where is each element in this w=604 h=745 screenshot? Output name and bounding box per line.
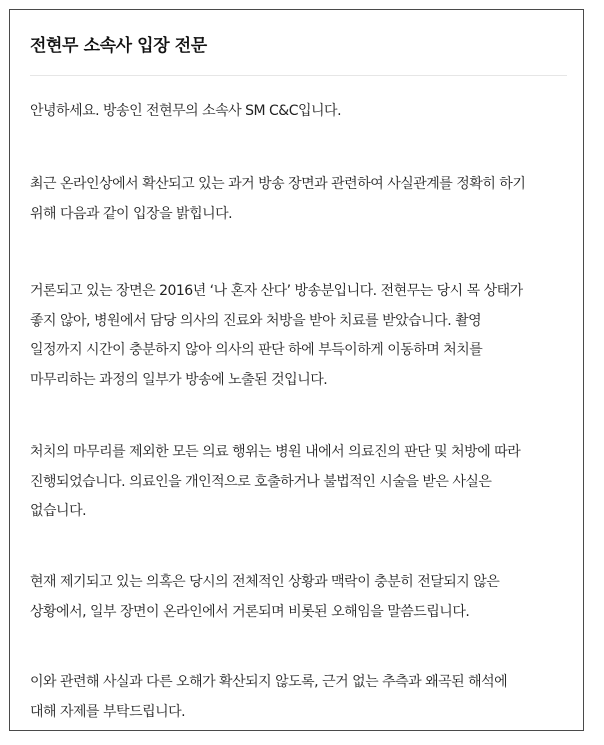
text-line: 좋지 않아, 병원에서 담당 의사의 진료와 처방을 받아 치료를 받았습니다. 촬영 [30, 312, 482, 329]
paragraph-scene-explanation [30, 277, 575, 395]
paragraph-medical-treatment [30, 438, 575, 527]
text-line: 최근 온라인상에서 확산되고 있는 과거 방송 장면과 관련하여 사실관계를 정확히 하기 [30, 176, 526, 192]
text-line: 상황에서, 일부 장면이 온라인에서 거론되며 비롯된 오해임을 말씀드립니다. [30, 603, 470, 620]
paragraph-request [30, 668, 575, 727]
text-line: 없습니다. [30, 503, 87, 519]
text-line: 대해 자제를 부탁드립니다. [30, 703, 186, 720]
text-line: 현재 제기되고 있는 의혹은 당시의 전체적인 상황과 맥락이 충분히 전달되지 않은 [30, 574, 500, 590]
title-divider [30, 75, 567, 76]
text-line: 처치의 마무리를 제외한 모든 의료 행위는 병원 내에서 의료진의 판단 및 처방에 따라 [30, 444, 521, 460]
paragraph-purpose [30, 170, 575, 229]
text-line: 거론되고 있는 장면은 2016년 ‘나 혼자 산다’ 방송분입니다. 전현무는 당시 목 상태가 [30, 283, 523, 299]
text-line: 안녕하세요. 방송인 전현무의 소속사 SM C&C입니다. [30, 103, 342, 119]
paragraph-greeting [30, 97, 575, 127]
text-line: 이와 관련해 사실과 다른 오해가 확산되지 않도록, 근거 없는 추측과 왜곡된 해석에 [30, 674, 508, 690]
statement-card [9, 9, 584, 731]
text-line: 위해 다음과 같이 입장을 밝힙니다. [30, 205, 233, 222]
text-line: 마무리하는 과정의 일부가 방송에 노출된 것입니다. [30, 371, 328, 388]
statement-title: 전현무 소속사 입장 전문 [30, 36, 207, 56]
text-line: 일정까지 시간이 충분하지 않아 의사의 판단 하에 부득이하게 이동하며 처치를 [30, 342, 483, 358]
paragraph-misunderstanding [30, 568, 575, 627]
text-line: 진행되었습니다. 의료인을 개인적으로 호출하거나 불법적인 시술을 받은 사실은 [30, 473, 492, 490]
